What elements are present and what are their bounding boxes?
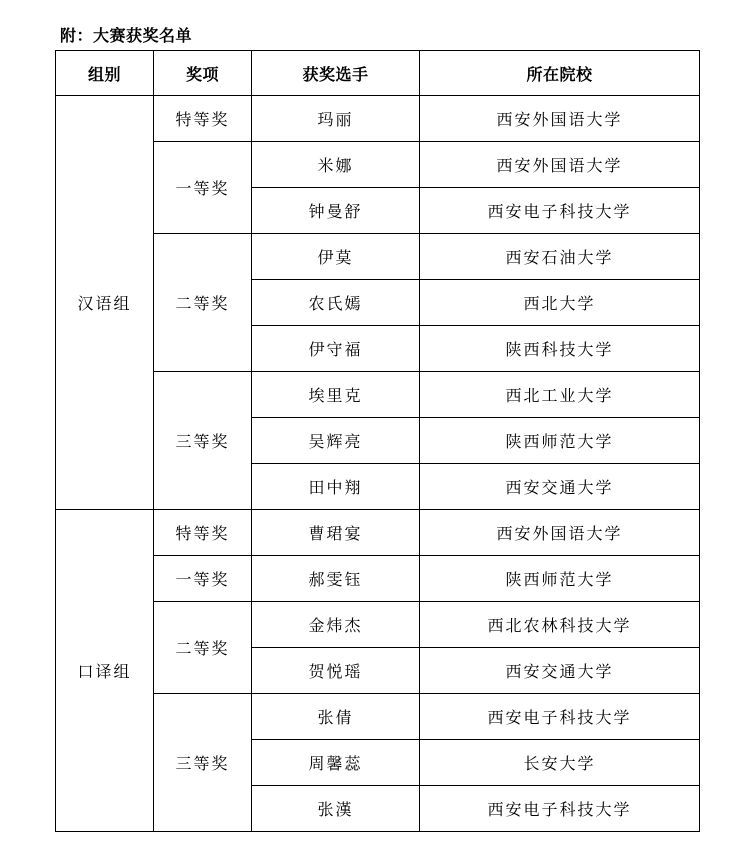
school-cell: 西安交通大学: [420, 648, 700, 694]
winner-cell: 埃里克: [252, 372, 420, 418]
winner-cell: 农氏嫣: [252, 280, 420, 326]
winner-cell: 张倩: [252, 694, 420, 740]
school-cell: 陕西科技大学: [420, 326, 700, 372]
winner-cell: 贺悦瑶: [252, 648, 420, 694]
award-list-table: [55, 50, 700, 832]
school-cell: 西安电子科技大学: [420, 786, 700, 832]
school-cell: 西安交通大学: [420, 464, 700, 510]
award-cell: 三等奖: [154, 372, 252, 510]
school-cell: 长安大学: [420, 740, 700, 786]
winner-cell: 玛丽: [252, 96, 420, 142]
school-cell: 陕西师范大学: [420, 556, 700, 602]
table-header-row: [56, 51, 700, 96]
document-heading: 附：大赛获奖名单: [60, 26, 193, 45]
winner-cell: 郝雯钰: [252, 556, 420, 602]
school-cell: 西北工业大学: [420, 372, 700, 418]
school-cell: 西安外国语大学: [420, 510, 700, 556]
award-cell: 三等奖: [154, 694, 252, 832]
school-cell: 西安外国语大学: [420, 142, 700, 188]
award-cell: 特等奖: [154, 96, 252, 142]
school-cell: 陕西师范大学: [420, 418, 700, 464]
header-group: 组别: [56, 51, 154, 96]
table-row: [56, 96, 700, 142]
winner-cell: 伊莫: [252, 234, 420, 280]
award-cell: 二等奖: [154, 602, 252, 694]
group-cell: 汉语组: [56, 96, 154, 510]
table-row: [56, 510, 700, 556]
winner-cell: 米娜: [252, 142, 420, 188]
winner-cell: 金炜杰: [252, 602, 420, 648]
winner-cell: 田中翔: [252, 464, 420, 510]
award-cell: 特等奖: [154, 510, 252, 556]
school-cell: 西安电子科技大学: [420, 694, 700, 740]
winner-cell: 吴辉亮: [252, 418, 420, 464]
winner-cell: 钟曼舒: [252, 188, 420, 234]
header-award: 奖项: [154, 51, 252, 96]
winner-cell: 伊守福: [252, 326, 420, 372]
school-cell: 西安电子科技大学: [420, 188, 700, 234]
header-school: 所在院校: [420, 51, 700, 96]
award-cell: 一等奖: [154, 142, 252, 234]
school-cell: 西北农林科技大学: [420, 602, 700, 648]
group-cell: 口译组: [56, 510, 154, 832]
school-cell: 西北大学: [420, 280, 700, 326]
award-cell: 一等奖: [154, 556, 252, 602]
winner-cell: 曹珺宴: [252, 510, 420, 556]
header-winner: 获奖选手: [252, 51, 420, 96]
award-cell: 二等奖: [154, 234, 252, 372]
school-cell: 西安外国语大学: [420, 96, 700, 142]
winner-cell: 张漢: [252, 786, 420, 832]
winner-cell: 周馨蕊: [252, 740, 420, 786]
school-cell: 西安石油大学: [420, 234, 700, 280]
